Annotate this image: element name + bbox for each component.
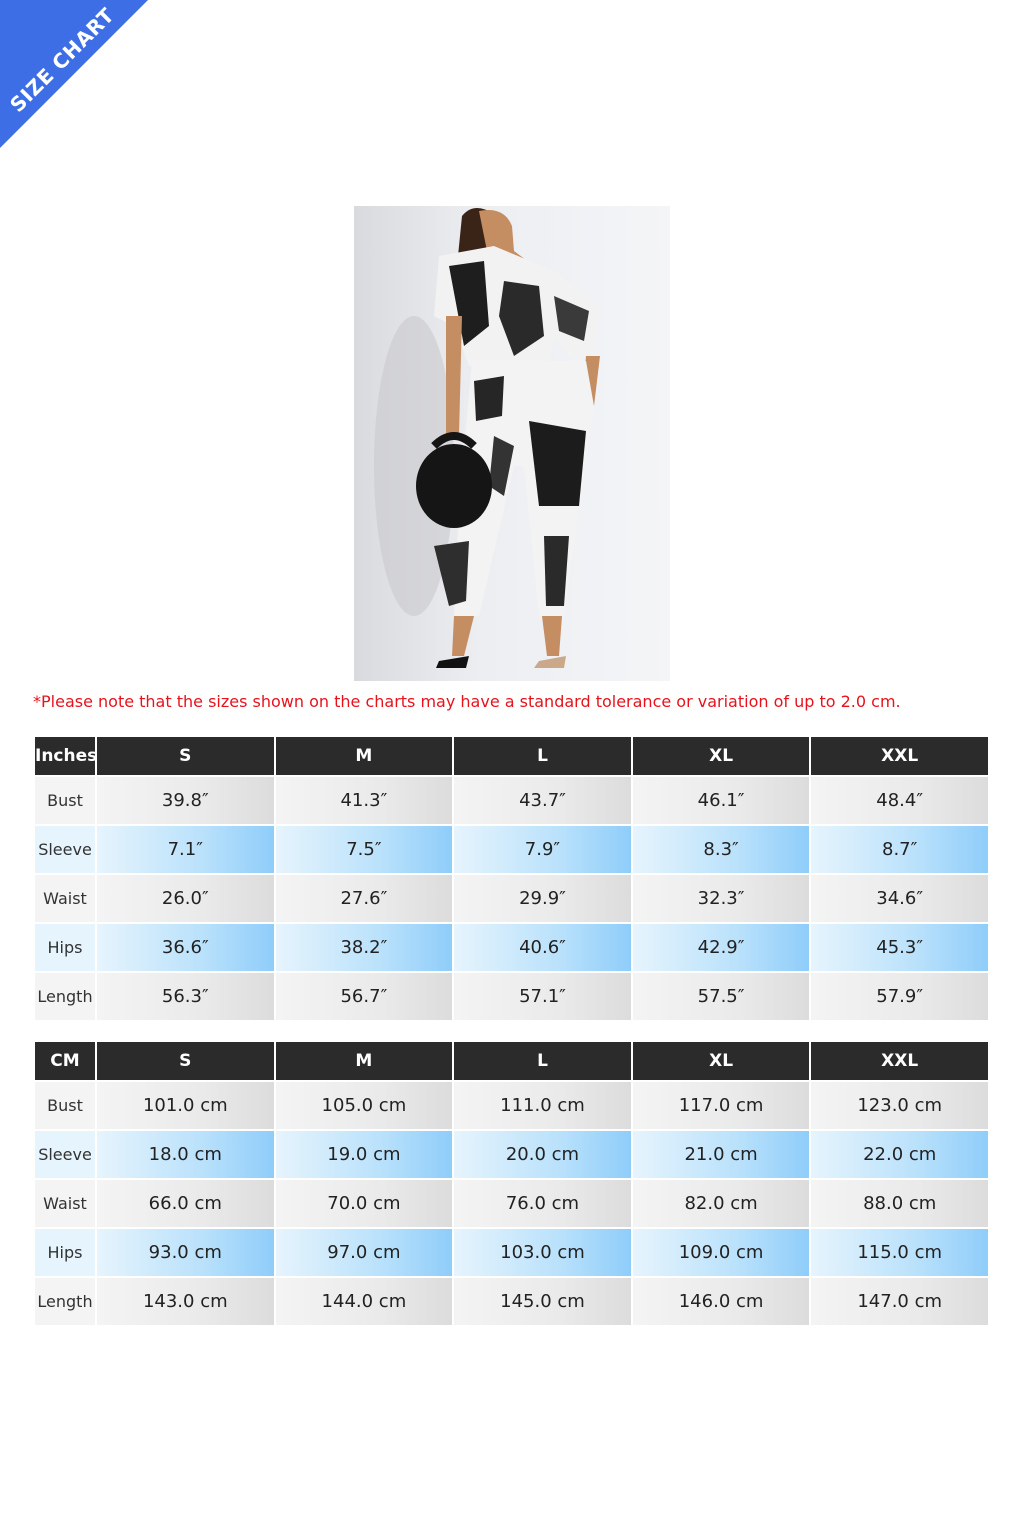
size-header: L xyxy=(454,737,631,775)
row-label: Bust xyxy=(35,777,95,824)
size-chart-badge xyxy=(0,0,148,148)
size-header: M xyxy=(276,737,453,775)
size-header: XL xyxy=(633,737,810,775)
table-row xyxy=(35,875,988,922)
table-cell: 39.8″ xyxy=(97,777,274,824)
table-cell: 32.3″ xyxy=(633,875,810,922)
row-label: Waist xyxy=(35,1180,95,1227)
table-cell: 7.5″ xyxy=(276,826,453,873)
table-cell: 57.5″ xyxy=(633,973,810,1020)
table-cell: 57.1″ xyxy=(454,973,631,1020)
table-cell: 36.6″ xyxy=(97,924,274,971)
table-cell: 88.0 cm xyxy=(811,1180,988,1227)
row-label: Length xyxy=(35,1278,95,1325)
table-cell: 147.0 cm xyxy=(811,1278,988,1325)
table-cell: 111.0 cm xyxy=(454,1082,631,1129)
table-cell: 57.9″ xyxy=(811,973,988,1020)
size-header: XXL xyxy=(811,737,988,775)
table-row xyxy=(35,777,988,824)
table-cell: 26.0″ xyxy=(97,875,274,922)
cm-size-table xyxy=(33,1040,990,1327)
row-label: Hips xyxy=(35,1229,95,1276)
table-header-row xyxy=(35,1042,988,1080)
unit-header: CM xyxy=(35,1042,95,1080)
badge-label: SIZE CHART xyxy=(5,3,119,117)
model-illustration xyxy=(354,206,670,681)
badge-triangle xyxy=(0,0,148,148)
table-cell: 8.3″ xyxy=(633,826,810,873)
table-cell: 144.0 cm xyxy=(276,1278,453,1325)
table-cell: 93.0 cm xyxy=(97,1229,274,1276)
unit-header: Inches xyxy=(35,737,95,775)
table-cell: 42.9″ xyxy=(633,924,810,971)
table-cell: 40.6″ xyxy=(454,924,631,971)
table-row xyxy=(35,1082,988,1129)
table-cell: 41.3″ xyxy=(276,777,453,824)
table-cell: 29.9″ xyxy=(454,875,631,922)
inch-size-table xyxy=(33,735,990,1022)
table-cell: 105.0 cm xyxy=(276,1082,453,1129)
table-cell: 76.0 cm xyxy=(454,1180,631,1227)
table-row xyxy=(35,1180,988,1227)
table-cell: 21.0 cm xyxy=(633,1131,810,1178)
table-cell: 19.0 cm xyxy=(276,1131,453,1178)
table-cell: 145.0 cm xyxy=(454,1278,631,1325)
table-cell: 46.1″ xyxy=(633,777,810,824)
size-header: XL xyxy=(633,1042,810,1080)
size-header: L xyxy=(454,1042,631,1080)
product-photo xyxy=(354,206,670,681)
size-header: S xyxy=(97,1042,274,1080)
table-row xyxy=(35,1229,988,1276)
row-label: Hips xyxy=(35,924,95,971)
table-cell: 56.7″ xyxy=(276,973,453,1020)
table-cell: 34.6″ xyxy=(811,875,988,922)
row-label: Sleeve xyxy=(35,1131,95,1178)
table-row xyxy=(35,1278,988,1325)
table-cell: 56.3″ xyxy=(97,973,274,1020)
size-header: S xyxy=(97,737,274,775)
table-cell: 38.2″ xyxy=(276,924,453,971)
table-cell: 109.0 cm xyxy=(633,1229,810,1276)
table-cell: 48.4″ xyxy=(811,777,988,824)
table-cell: 82.0 cm xyxy=(633,1180,810,1227)
table-row xyxy=(35,973,988,1020)
size-header: M xyxy=(276,1042,453,1080)
table-cell: 7.1″ xyxy=(97,826,274,873)
row-label: Bust xyxy=(35,1082,95,1129)
row-label: Length xyxy=(35,973,95,1020)
table-cell: 103.0 cm xyxy=(454,1229,631,1276)
table-cell: 45.3″ xyxy=(811,924,988,971)
table-row xyxy=(35,826,988,873)
size-header: XXL xyxy=(811,1042,988,1080)
table-cell: 115.0 cm xyxy=(811,1229,988,1276)
table-row xyxy=(35,1131,988,1178)
table-cell: 20.0 cm xyxy=(454,1131,631,1178)
table-cell: 97.0 cm xyxy=(276,1229,453,1276)
row-label: Waist xyxy=(35,875,95,922)
table-cell: 117.0 cm xyxy=(633,1082,810,1129)
table-row xyxy=(35,924,988,971)
table-cell: 123.0 cm xyxy=(811,1082,988,1129)
table-cell: 66.0 cm xyxy=(97,1180,274,1227)
row-label: Sleeve xyxy=(35,826,95,873)
table-cell: 101.0 cm xyxy=(97,1082,274,1129)
table-cell: 43.7″ xyxy=(454,777,631,824)
table-cell: 18.0 cm xyxy=(97,1131,274,1178)
table-cell: 22.0 cm xyxy=(811,1131,988,1178)
table-cell: 7.9″ xyxy=(454,826,631,873)
table-cell: 8.7″ xyxy=(811,826,988,873)
tolerance-note: *Please note that the sizes shown on the charts may have a standard tolerance or variation of up to 2.0 cm. xyxy=(33,692,901,711)
table-cell: 143.0 cm xyxy=(97,1278,274,1325)
table-cell: 27.6″ xyxy=(276,875,453,922)
table-cell: 70.0 cm xyxy=(276,1180,453,1227)
table-header-row xyxy=(35,737,988,775)
table-cell: 146.0 cm xyxy=(633,1278,810,1325)
